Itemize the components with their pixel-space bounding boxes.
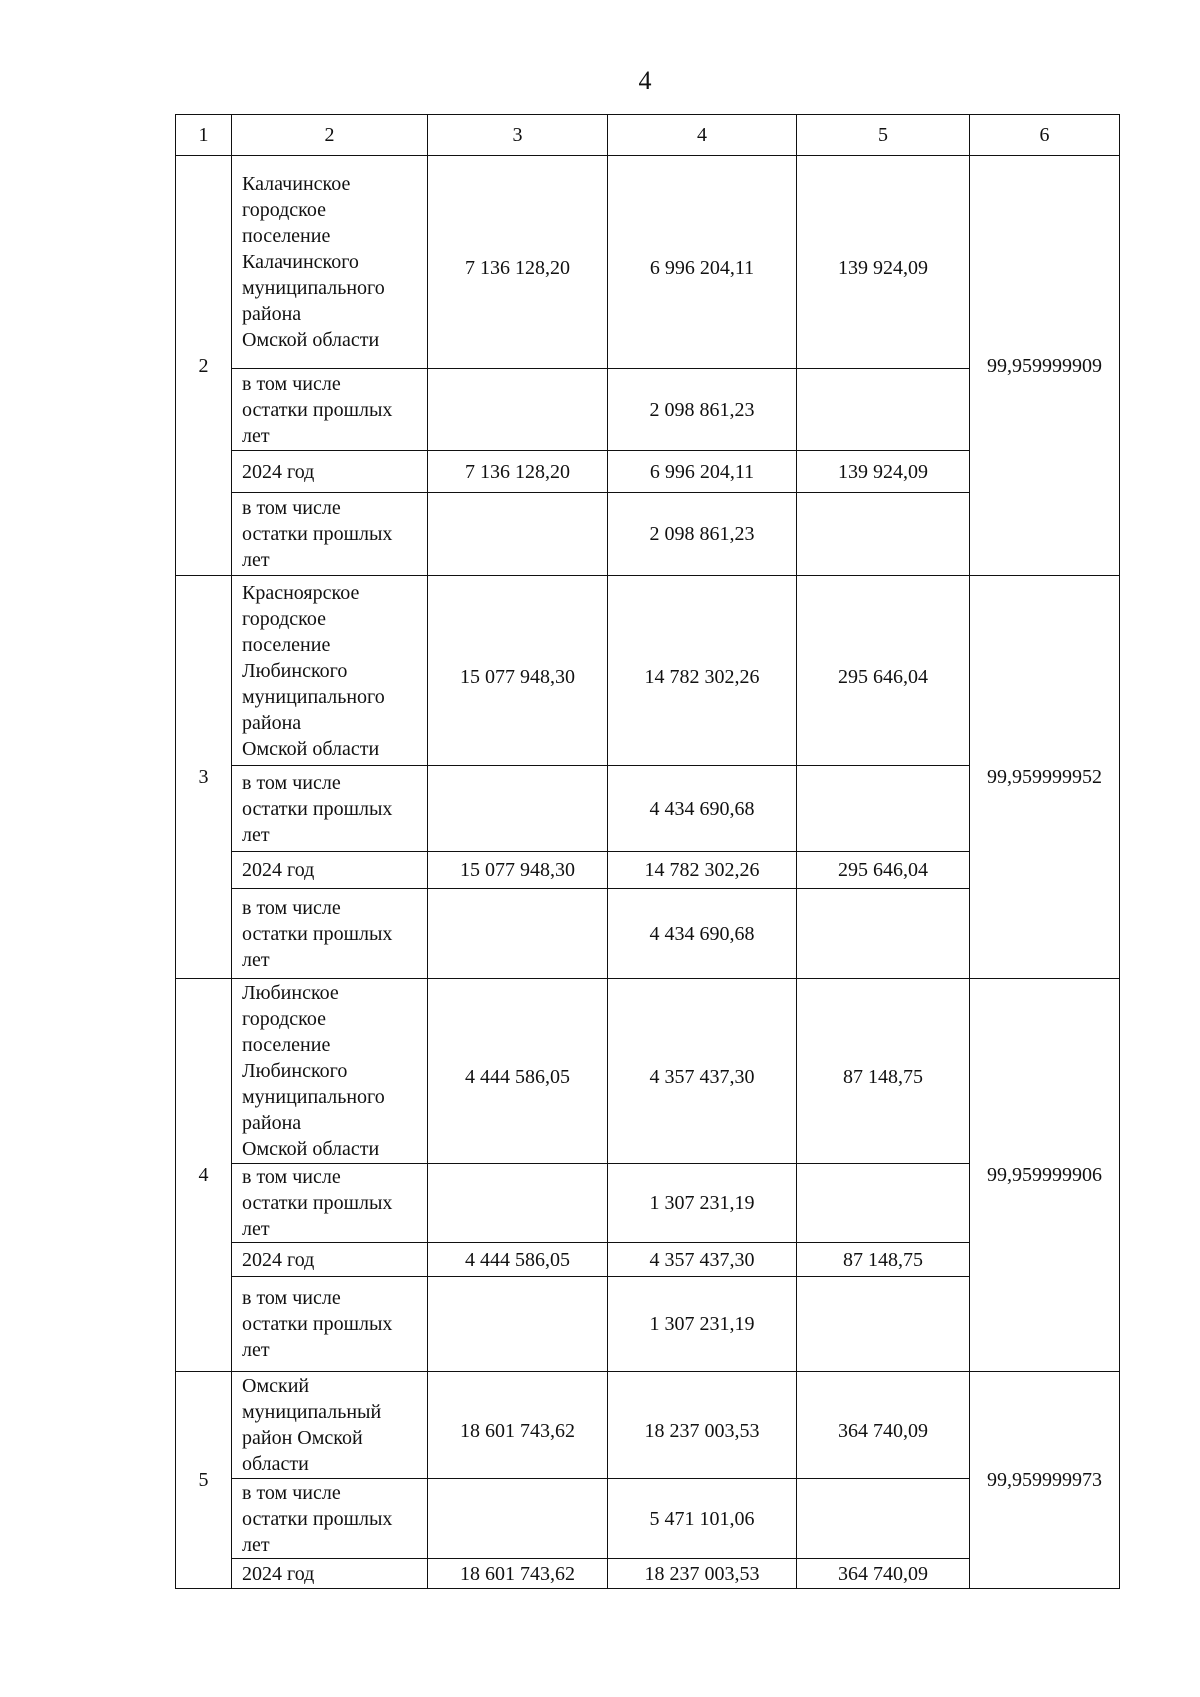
budget-table [175,114,1120,1589]
amount-cell-c4: 4 434 690,68 [608,889,797,979]
ratio-cell: 99,959999973 [970,1372,1120,1589]
sub-row-label-cell: 2024 год [232,1243,428,1277]
page-number: 4 [638,66,652,95]
ratio-cell: 99,959999952 [970,576,1120,979]
header-cell: 1 [176,115,232,156]
municipality-name-cell: Калачинское городское поселение Калачинского муниципального района Омской области [232,156,428,369]
amount-cell-c4: 14 782 302,26 [608,852,797,889]
sub-row-label-cell: в том числе остатки прошлых лет [232,1277,428,1372]
municipality-name-cell: Красноярское городское поселение Любинского муниципального района Омской области [232,576,428,766]
amount-cell-c4: 14 782 302,26 [608,576,797,766]
amount-cell-c5: 295 646,04 [797,852,970,889]
amount-cell-c5 [797,889,970,979]
amount-cell-c3: 18 601 743,62 [428,1559,608,1589]
sub-row-label-cell: в том числе остатки прошлых лет [232,766,428,852]
amount-cell-c3 [428,369,608,451]
sub-row-label-cell: в том числе остатки прошлых лет [232,369,428,451]
amount-cell-c4: 18 237 003,53 [608,1372,797,1479]
amount-cell-c4: 2 098 861,23 [608,369,797,451]
header-cell: 5 [797,115,970,156]
municipality-name-cell: Любинское городское поселение Любинского муниципального района Омской области [232,979,428,1164]
sub-row-label-cell: в том числе остатки прошлых лет [232,1479,428,1559]
amount-cell-c4: 6 996 204,11 [608,156,797,369]
amount-cell-c5: 87 148,75 [797,979,970,1164]
amount-cell-c5 [797,1479,970,1559]
amount-cell-c4: 2 098 861,23 [608,493,797,576]
row-number-cell: 2 [176,156,232,576]
amount-cell-c4: 4 357 437,30 [608,979,797,1164]
municipality-name-cell: Омский муниципальный район Омской области [232,1372,428,1479]
sub-row-label-cell: 2024 год [232,852,428,889]
amount-cell-c3: 4 444 586,05 [428,979,608,1164]
amount-cell-c5 [797,766,970,852]
header-cell: 3 [428,115,608,156]
sub-row-label-cell: в том числе остатки прошлых лет [232,493,428,576]
table-row [176,156,1120,369]
sub-row-label-cell: в том числе остатки прошлых лет [232,889,428,979]
ratio-cell: 99,959999906 [970,979,1120,1372]
amount-cell-c5: 139 924,09 [797,451,970,493]
table-row [176,576,1120,766]
table-row [176,1372,1120,1479]
header-cell: 6 [970,115,1120,156]
row-number-cell: 3 [176,576,232,979]
row-number-cell: 5 [176,1372,232,1589]
table-row [176,979,1120,1164]
amount-cell-c5: 87 148,75 [797,1243,970,1277]
amount-cell-c5 [797,493,970,576]
amount-cell-c4: 1 307 231,19 [608,1277,797,1372]
sub-row-label-cell: в том числе остатки прошлых лет [232,1164,428,1243]
amount-cell-c3: 7 136 128,20 [428,156,608,369]
amount-cell-c4: 4 434 690,68 [608,766,797,852]
amount-cell-c3: 15 077 948,30 [428,576,608,766]
amount-cell-c3 [428,1277,608,1372]
header-cell: 2 [232,115,428,156]
amount-cell-c4: 1 307 231,19 [608,1164,797,1243]
amount-cell-c5: 364 740,09 [797,1559,970,1589]
amount-cell-c4: 5 471 101,06 [608,1479,797,1559]
amount-cell-c3: 4 444 586,05 [428,1243,608,1277]
sub-row-label-cell: 2024 год [232,1559,428,1589]
row-number-cell: 4 [176,979,232,1372]
amount-cell-c3: 7 136 128,20 [428,451,608,493]
table-header-row [176,115,1120,156]
amount-cell-c3 [428,889,608,979]
amount-cell-c4: 4 357 437,30 [608,1243,797,1277]
amount-cell-c5: 139 924,09 [797,156,970,369]
amount-cell-c5: 364 740,09 [797,1372,970,1479]
sub-row-label-cell: 2024 год [232,451,428,493]
amount-cell-c5 [797,1277,970,1372]
amount-cell-c3 [428,766,608,852]
amount-cell-c5 [797,369,970,451]
amount-cell-c3: 18 601 743,62 [428,1372,608,1479]
amount-cell-c3: 15 077 948,30 [428,852,608,889]
amount-cell-c3 [428,493,608,576]
amount-cell-c3 [428,1164,608,1243]
amount-cell-c4: 6 996 204,11 [608,451,797,493]
amount-cell-c5 [797,1164,970,1243]
amount-cell-c3 [428,1479,608,1559]
ratio-cell: 99,959999909 [970,156,1120,576]
header-cell: 4 [608,115,797,156]
amount-cell-c4: 18 237 003,53 [608,1559,797,1589]
amount-cell-c5: 295 646,04 [797,576,970,766]
